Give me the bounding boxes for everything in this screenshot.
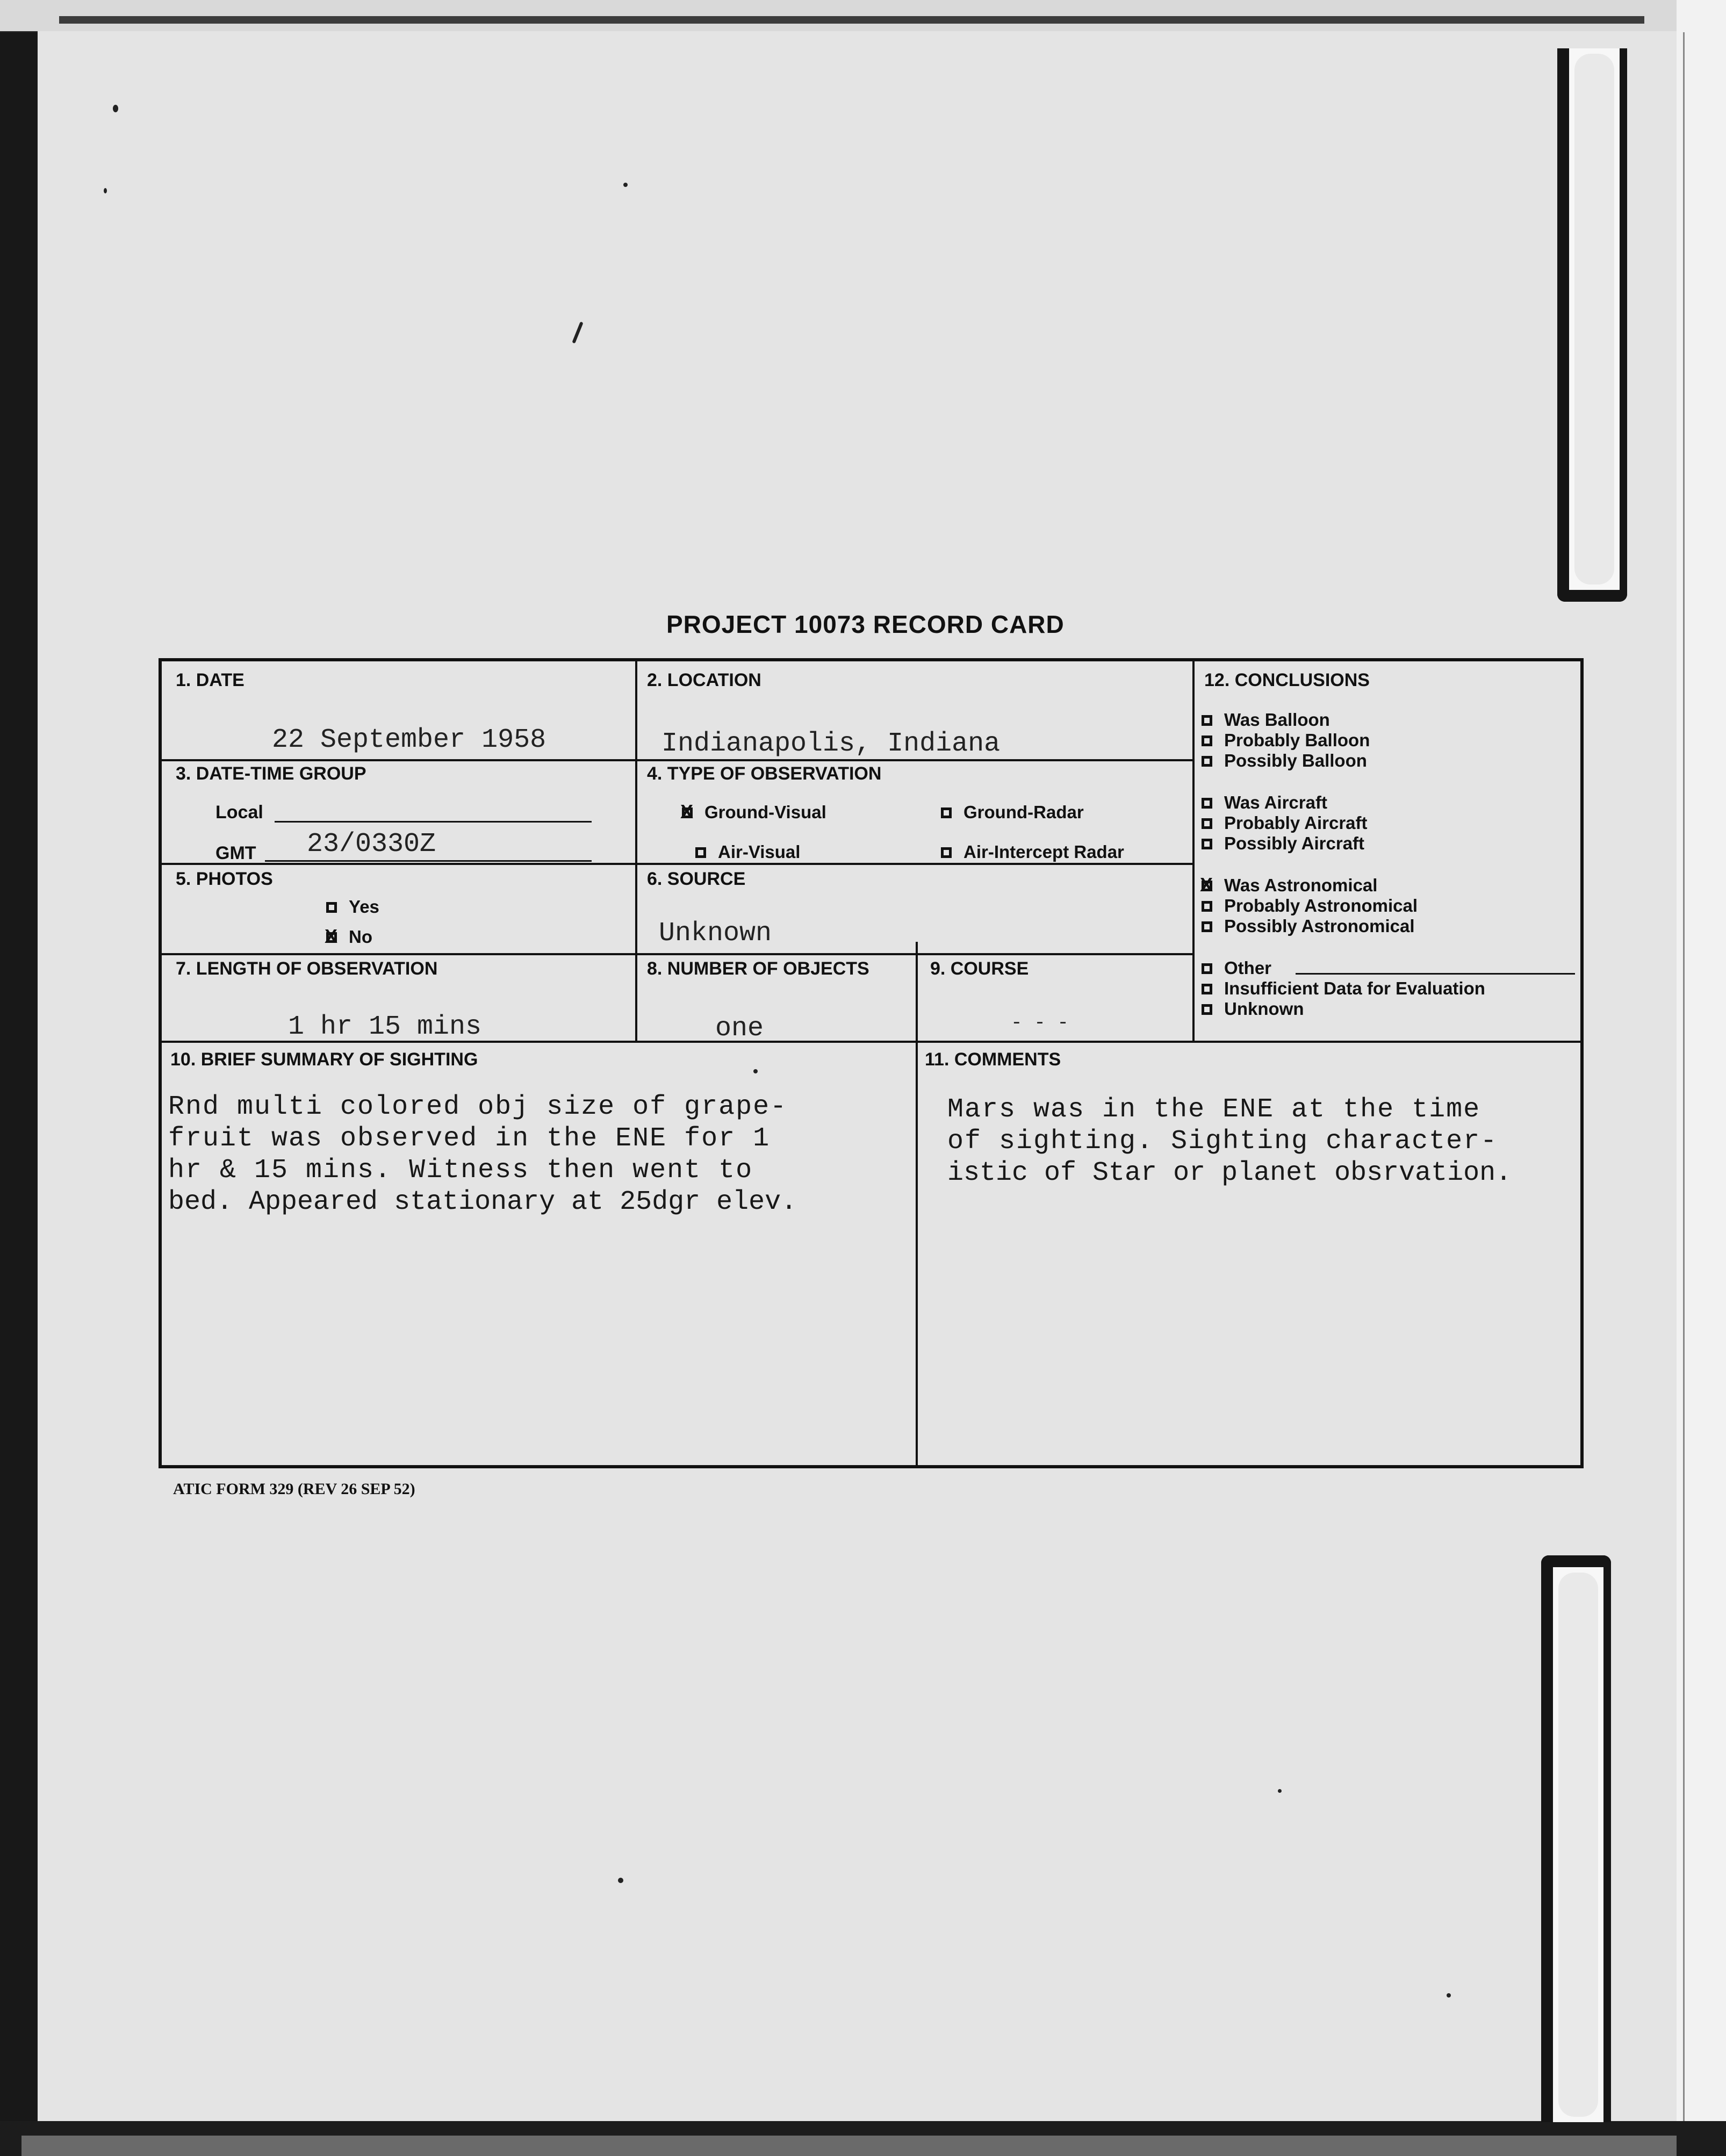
checkbox-icon — [1202, 901, 1212, 912]
location-label: 2. LOCATION — [647, 670, 761, 690]
divider-col2 — [916, 942, 918, 1468]
date-value: 22 September 1958 — [272, 725, 546, 755]
course-value: - - - — [1011, 1012, 1069, 1034]
comments-line: Mars was in the ENE at the time — [947, 1094, 1481, 1125]
binder-clip-top — [1557, 48, 1627, 602]
conclusion-probably-astronomical[interactable]: Probably Astronomical — [1202, 896, 1418, 916]
checkbox-icon — [1202, 921, 1212, 932]
checkbox-icon — [1202, 715, 1212, 726]
checkbox-icon — [695, 847, 706, 858]
conclusion-possibly-balloon[interactable]: Possibly Balloon — [1202, 751, 1367, 771]
summary-label: 10. BRIEF SUMMARY OF SIGHTING — [170, 1049, 478, 1070]
date-label: 1. DATE — [176, 670, 244, 690]
checkbox-icon — [1202, 984, 1212, 994]
checkbox-icon — [1202, 881, 1212, 891]
divider-row1 — [162, 759, 1192, 761]
photos-option-no[interactable]: XNo — [326, 927, 372, 947]
checkbox-icon — [941, 847, 952, 858]
conclusion-was-balloon[interactable]: Was Balloon — [1202, 710, 1330, 730]
scan-edge-bottom-strip — [21, 2136, 1677, 2156]
option-air-intercept-radar[interactable]: Air-Intercept Radar — [941, 842, 1124, 862]
option-ground-radar[interactable]: Ground-Radar — [941, 802, 1084, 823]
scan-edge-shadow — [59, 16, 1644, 24]
objects-value: one — [715, 1013, 764, 1044]
comments-label: 11. COMMENTS — [925, 1049, 1061, 1070]
length-value: 1 hr 15 mins — [288, 1012, 482, 1042]
record-card — [159, 658, 1584, 1468]
other-blank — [1296, 973, 1575, 975]
gmt-label: GMT — [215, 843, 256, 863]
dust-speck — [1278, 1789, 1282, 1793]
option-ground-visual[interactable]: XGround-Visual — [682, 802, 826, 823]
divider-row3 — [162, 953, 1192, 955]
length-label: 7. LENGTH OF OBSERVATION — [176, 958, 438, 979]
divider-conclusions — [1192, 661, 1195, 1041]
checkbox-icon — [1202, 839, 1212, 849]
source-value: Unknown — [659, 918, 772, 949]
conclusion-other[interactable]: Other — [1202, 958, 1271, 978]
conclusion-was-astronomical[interactable]: XWas Astronomical — [1202, 875, 1377, 896]
divider-row2 — [162, 863, 1192, 865]
photos-option-yes[interactable]: Yes — [326, 897, 379, 917]
conclusion-probably-aircraft[interactable]: Probably Aircraft — [1202, 813, 1368, 833]
checkbox-icon — [941, 807, 952, 818]
checkbox-icon — [682, 807, 693, 818]
dust-speck — [623, 183, 628, 187]
summary-line: bed. Appeared stationary at 25dgr elev. — [168, 1187, 797, 1217]
dust-speck — [1447, 1993, 1451, 1998]
summary-line: Rnd multi colored obj size of grape- — [168, 1092, 788, 1122]
source-label: 6. SOURCE — [647, 869, 746, 889]
conclusion-probably-balloon[interactable]: Probably Balloon — [1202, 730, 1370, 751]
card-title: PROJECT 10073 RECORD CARD — [666, 610, 1065, 638]
dust-speck — [104, 188, 107, 193]
checkbox-icon — [1202, 736, 1212, 746]
checkbox-icon — [1202, 798, 1212, 809]
checkbox-icon — [1202, 963, 1212, 974]
conclusion-unknown[interactable]: Unknown — [1202, 999, 1304, 1019]
divider-col1 — [635, 661, 637, 1041]
binder-clip-bottom — [1541, 1555, 1611, 2122]
comments-line: of sighting. Sighting character- — [947, 1126, 1498, 1157]
local-label: Local — [215, 802, 263, 823]
summary-line: hr & 15 mins. Witness then went to — [168, 1155, 753, 1186]
dust-speck — [113, 105, 118, 112]
checkbox-icon — [1202, 1004, 1212, 1015]
gmt-value: 23/0330Z — [307, 829, 436, 860]
checkbox-icon — [326, 902, 337, 913]
option-air-visual[interactable]: Air-Visual — [695, 842, 800, 862]
photos-label: 5. PHOTOS — [176, 869, 273, 889]
summary-line: fruit was observed in the ENE for 1 — [168, 1123, 771, 1154]
objects-label: 8. NUMBER OF OBJECTS — [647, 958, 869, 979]
gmt-blank — [265, 860, 592, 862]
local-blank — [275, 821, 592, 823]
conclusion-was-aircraft[interactable]: Was Aircraft — [1202, 792, 1327, 813]
checkbox-icon — [326, 932, 337, 943]
conclusion-possibly-astronomical[interactable]: Possibly Astronomical — [1202, 916, 1415, 936]
conclusions-label: 12. CONCLUSIONS — [1204, 670, 1370, 690]
observation-type-label: 4. TYPE OF OBSERVATION — [647, 763, 882, 784]
comments-line: istic of Star or planet obsrvation. — [947, 1158, 1512, 1188]
form-footer: ATIC FORM 329 (REV 26 SEP 52) — [173, 1480, 415, 1498]
checkbox-icon — [1202, 756, 1212, 767]
scan-edge-left — [0, 32, 38, 2156]
location-value: Indianapolis, Indiana — [661, 729, 1001, 759]
scan-edge-right-line — [1683, 32, 1685, 2154]
checkbox-icon — [1202, 818, 1212, 829]
scan-edge-top — [0, 0, 1726, 31]
conclusion-insufficient-data[interactable]: Insufficient Data for Evaluation — [1202, 978, 1485, 999]
conclusion-possibly-aircraft[interactable]: Possibly Aircraft — [1202, 833, 1364, 854]
dtg-label: 3. DATE-TIME GROUP — [176, 763, 366, 784]
course-label: 9. COURSE — [930, 958, 1029, 979]
dust-speck — [618, 1878, 623, 1883]
